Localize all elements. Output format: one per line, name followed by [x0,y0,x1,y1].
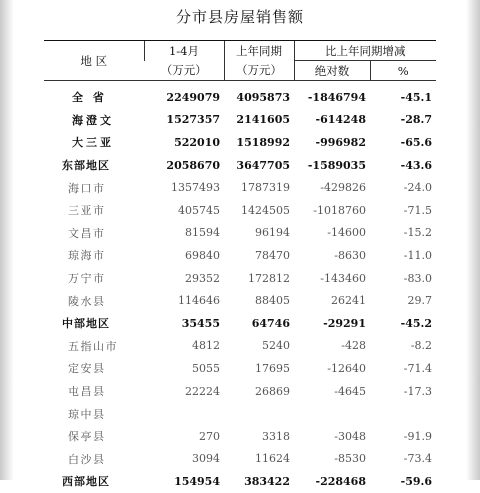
cell-current: 29352 [185,271,220,285]
table-row [44,81,436,109]
cell-absolute: -8630 [334,248,366,262]
cell-last-year: 17695 [255,361,290,375]
cell-absolute: -3048 [334,429,366,443]
cell-percent: -8.2 [410,339,432,353]
table-row [44,154,436,177]
header-region: 地 区 [44,41,144,81]
cell-absolute: -614248 [315,113,366,127]
cell-current: 1357493 [171,181,220,195]
table-row [44,289,436,312]
page-edge-shadow-left [0,0,14,480]
table-row [44,402,436,425]
cell-current: 2058670 [166,158,220,172]
cell-percent: -43.6 [400,158,432,172]
cell-percent: -65.6 [400,135,432,149]
cell-last-year: 383422 [244,474,290,488]
cell-percent: -24.0 [403,181,432,195]
row-name: 万宁市 [68,272,106,286]
header-period-unit: （万元） [144,61,224,81]
table-row [44,199,436,222]
cell-absolute: -996982 [315,135,366,149]
cell-last-year: 64746 [251,316,290,330]
cell-last-year: 1787319 [241,181,290,195]
row-name: 东部地区 [62,159,110,173]
row-name: 屯昌县 [68,385,106,399]
cell-absolute: -4645 [334,384,366,398]
row-name: 大三亚 [72,136,114,150]
header-period: 1-4月 [144,41,224,61]
cell-absolute: -29291 [323,316,366,330]
cell-last-year: 1424505 [241,203,290,217]
cell-percent: -28.7 [400,113,432,127]
cell-percent: -11.0 [403,248,432,262]
cell-current: 35455 [181,316,220,330]
cell-percent: -17.3 [403,384,432,398]
row-name: 海口市 [68,181,106,195]
cell-absolute: -14600 [327,226,366,240]
sales-table [44,40,436,493]
cell-absolute: -228468 [315,474,366,488]
cell-current [144,402,224,425]
cell-absolute: -1589035 [307,158,366,172]
header-last-year: 上年同期 [224,41,294,61]
cell-absolute: -428 [341,339,366,353]
cell-current: 114646 [178,294,220,308]
cell-percent [370,402,436,425]
row-name: 琼海市 [68,249,106,263]
table-row [44,176,436,199]
row-name: 白沙县 [68,452,106,466]
table-row [44,244,436,267]
table-row [44,380,436,403]
cell-last-year: 172812 [248,271,290,285]
row-name: 文昌市 [68,226,106,240]
table-header [44,41,436,81]
cell-percent: -91.9 [403,429,432,443]
cell-percent: -45.2 [400,316,432,330]
cell-current: 405745 [178,203,220,217]
row-name: 琼中县 [68,407,106,421]
row-name: 海澄文 [72,113,114,127]
cell-current: 522010 [174,135,220,149]
table-row [44,425,436,448]
page-edge-shadow-right [466,0,480,480]
cell-percent: -15.2 [403,226,432,240]
row-name: 中部地区 [62,317,110,331]
cell-current: 3094 [192,452,220,466]
cell-percent: -45.1 [400,90,432,104]
table-row [44,131,436,154]
cell-last-year: 2141605 [236,113,290,127]
cell-last-year [224,402,294,425]
cell-current: 69840 [185,248,220,262]
row-name: 陵水县 [68,294,106,308]
row-name: 五指山市 [68,339,118,353]
table-row [44,335,436,358]
cell-last-year: 96194 [255,226,290,240]
header-last-year-unit: （万元） [224,61,294,81]
row-name: 全 省 [72,91,107,105]
cell-percent: 29.7 [407,294,432,308]
cell-current: 2249079 [166,90,220,104]
table-row [44,312,436,335]
cell-absolute [294,402,370,425]
cell-last-year: 1518992 [236,135,290,149]
table-row [44,109,436,132]
cell-percent: -73.4 [403,452,432,466]
cell-absolute: -1018760 [313,203,366,217]
cell-absolute: -8530 [334,452,366,466]
cell-current: 22224 [185,384,220,398]
cell-absolute: -12640 [327,361,366,375]
cell-last-year: 3318 [262,429,290,443]
cell-current: 81594 [185,226,220,240]
row-name: 西部地区 [62,475,110,489]
header-change-group: 比上年同期增减 [294,41,436,61]
cell-current: 154954 [174,474,220,488]
table-body [44,81,436,493]
cell-absolute: -143460 [320,271,366,285]
table-row [44,357,436,380]
cell-absolute: 26241 [331,294,366,308]
cell-last-year: 11624 [255,452,290,466]
header-percent: % [370,61,436,81]
row-name: 三亚市 [68,204,106,218]
cell-percent: -71.5 [403,203,432,217]
header-absolute: 绝对数 [294,61,370,81]
table-row [44,448,436,471]
cell-last-year: 26869 [255,384,290,398]
cell-absolute: -1846794 [307,90,366,104]
cell-current: 270 [199,429,220,443]
cell-last-year: 5240 [262,339,290,353]
cell-percent: -83.0 [403,271,432,285]
table-row [44,222,436,245]
row-name: 定安县 [68,362,106,376]
table-row [44,267,436,290]
cell-last-year: 3647705 [236,158,290,172]
cell-current: 4812 [192,339,220,353]
row-name: 保亭县 [68,430,106,444]
cell-last-year: 78470 [255,248,290,262]
cell-current: 5055 [192,361,220,375]
cell-last-year: 4095873 [236,90,290,104]
cell-current: 1527357 [166,113,220,127]
cell-last-year: 88405 [255,294,290,308]
table-row [44,470,436,493]
cell-percent: -59.6 [400,474,432,488]
cell-percent: -71.4 [403,361,432,375]
cell-absolute: -429826 [320,181,366,195]
document-title: 分市县房屋销售额 [175,8,304,26]
